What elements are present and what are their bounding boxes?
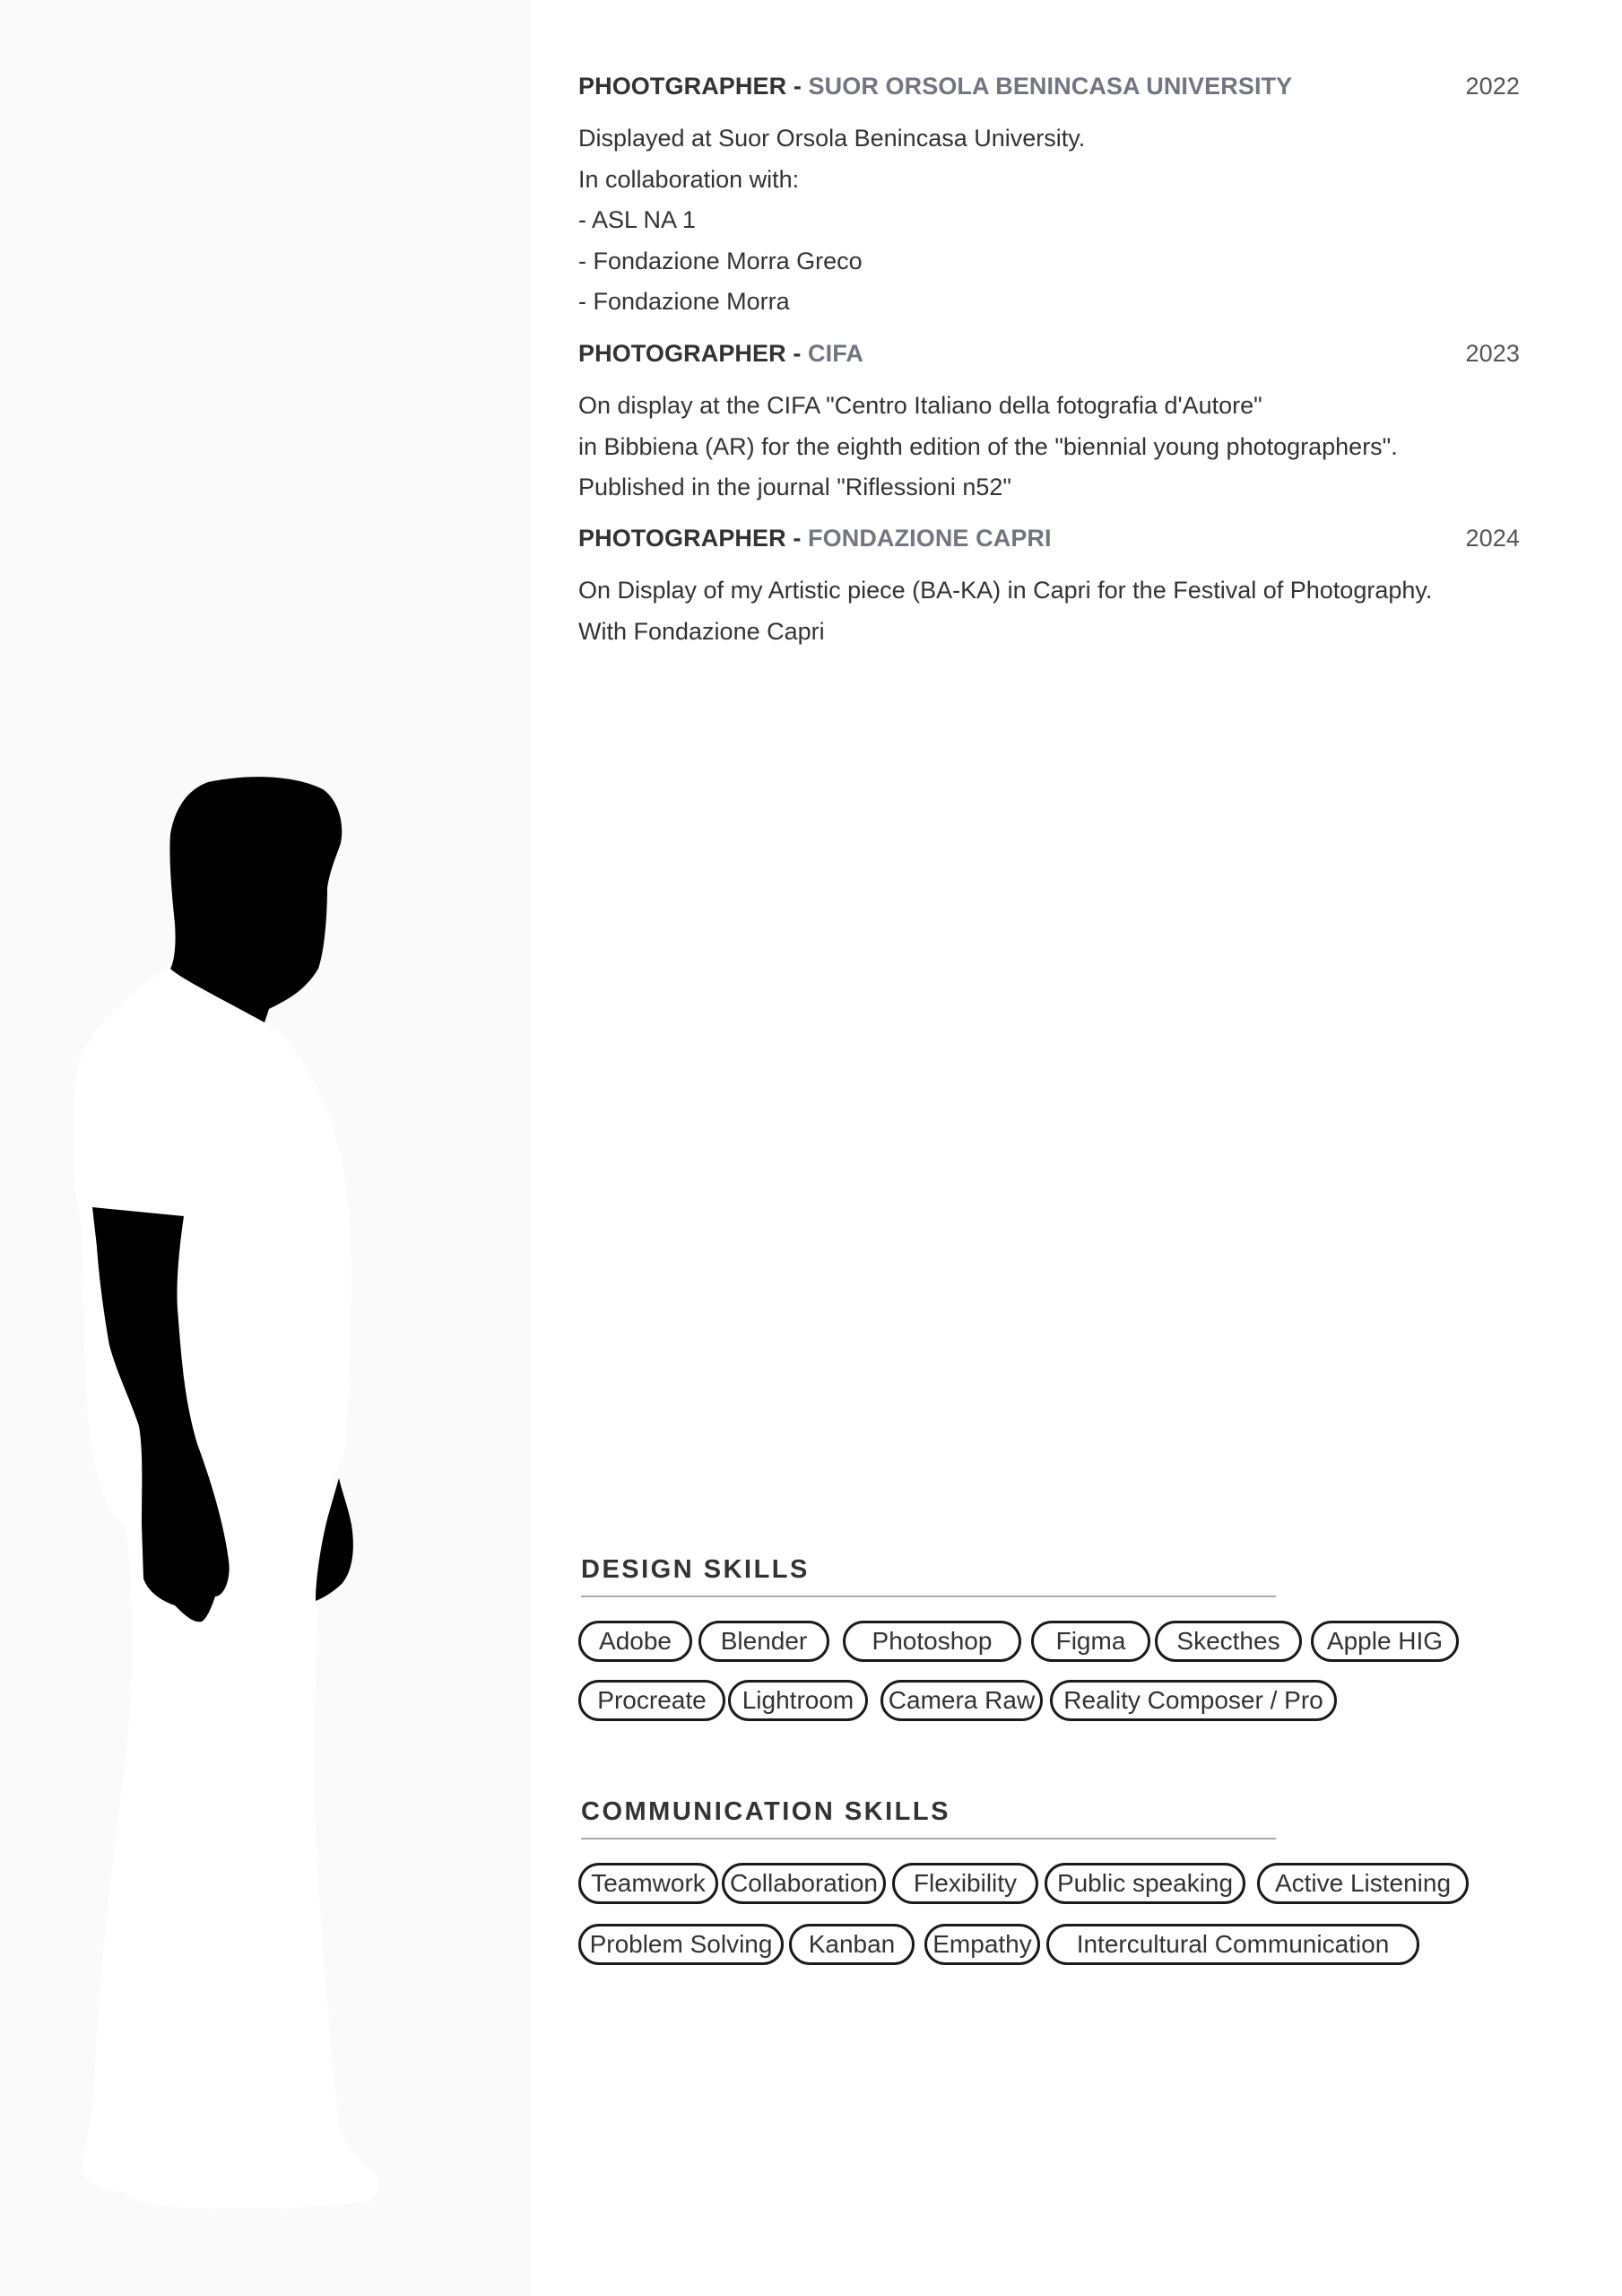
description-line: Displayed at Suor Orsola Benincasa University. — [578, 125, 1086, 152]
entry-description — [578, 386, 1520, 509]
entry-organization: SUOR ORSOLA BENINCASA UNIVERSITY — [808, 73, 1293, 100]
entry-header — [578, 68, 1520, 104]
communication-skills-chips — [578, 1863, 1529, 1972]
skill-chip: Flexibility — [892, 1863, 1038, 1904]
skill-chip: Active Listening — [1257, 1863, 1469, 1904]
entry-year: 2023 — [1465, 340, 1520, 367]
skill-chip: Figma — [1031, 1621, 1150, 1662]
description-line: - Fondazione Morra Greco — [578, 247, 863, 274]
skill-chip: Blender — [698, 1621, 829, 1662]
skill-chip: Empathy — [924, 1924, 1040, 1965]
skill-chip: Intercultural Communication — [1046, 1924, 1419, 1965]
entry-description — [578, 570, 1520, 652]
skill-chip: Photoshop — [843, 1621, 1021, 1662]
skill-chip: Collaboration — [722, 1863, 886, 1904]
entry-organization: FONDAZIONE CAPRI — [808, 525, 1052, 552]
skill-chip: Apple HIG — [1311, 1621, 1459, 1662]
description-line: On display at the CIFA "Centro Italiano della fotografia d'Autore" — [578, 392, 1262, 419]
skill-chip: Reality Composer / Pro — [1050, 1680, 1337, 1721]
description-line: In collaboration with: — [578, 165, 800, 193]
skill-chip: Public speaking — [1045, 1863, 1245, 1904]
entry-header — [578, 520, 1520, 556]
skill-chip: Kanban — [789, 1924, 915, 1965]
description-line: - ASL NA 1 — [578, 206, 697, 233]
skill-chip: Camera Raw — [880, 1680, 1043, 1721]
person-silhouette-icon — [0, 0, 531, 2296]
chip-row — [578, 1680, 1529, 1728]
entry-role: PHOTOGRAPHER - — [578, 525, 809, 552]
skill-chip: Teamwork — [578, 1863, 718, 1904]
entry-year: 2024 — [1465, 525, 1520, 552]
entry-role: PHOOTGRAPHER - — [578, 73, 809, 100]
skill-chip: Lightroom — [728, 1680, 868, 1721]
entry-role: PHOTOGRAPHER - — [578, 340, 809, 367]
description-line: On Display of my Artistic piece (BA-KA) in Capri for the Festival of Photography. — [578, 577, 1433, 604]
experience-entry — [578, 520, 1520, 652]
entry-description — [578, 118, 1520, 323]
skill-chip: Procreate — [578, 1680, 725, 1721]
design-skills-title: DESIGN SKILLS — [581, 1555, 1276, 1597]
skill-chip: Skecthes — [1155, 1621, 1302, 1662]
chip-row — [578, 1924, 1529, 1972]
sidebar — [0, 0, 531, 2296]
entry-organization: CIFA — [808, 340, 863, 367]
experience-entry — [578, 68, 1520, 323]
description-line: in Bibbiena (AR) for the eighth edition of the "biennial young photographers". — [578, 432, 1398, 460]
entry-header — [578, 335, 1520, 371]
skill-chip: Problem Solving — [578, 1924, 784, 1965]
description-line: Published in the journal "Riflessioni n52" — [578, 474, 1011, 500]
skill-chip: Adobe — [578, 1621, 692, 1662]
experience-entry — [578, 335, 1520, 509]
entry-year: 2022 — [1465, 73, 1520, 100]
description-line: - Fondazione Morra — [578, 288, 790, 315]
description-line: With Fondazione Capri — [578, 617, 825, 645]
design-skills-chips — [578, 1621, 1529, 1728]
communication-skills-title: COMMUNICATION SKILLS — [581, 1797, 1276, 1839]
chip-row — [578, 1621, 1529, 1680]
chip-row — [578, 1863, 1529, 1924]
